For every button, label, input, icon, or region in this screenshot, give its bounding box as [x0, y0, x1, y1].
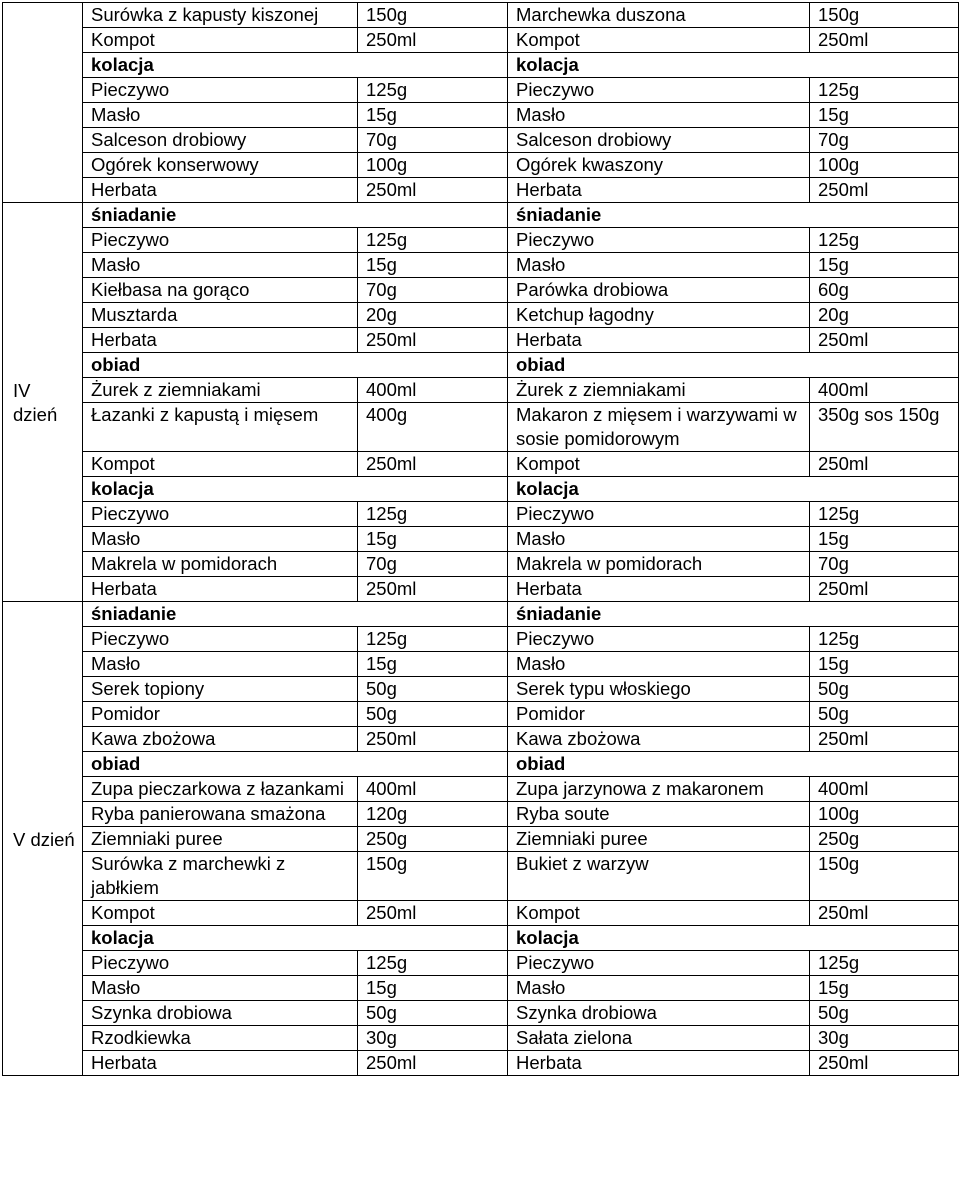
dish-name: Masło [508, 976, 810, 1001]
dish-name: Marchewka duszona [508, 3, 810, 28]
dish-quantity: 250ml [358, 28, 508, 53]
table-row [3, 328, 959, 353]
dish-quantity: 70g [358, 552, 508, 577]
dish-name: Pieczywo [508, 228, 810, 253]
table-row [3, 28, 959, 53]
table-row [3, 777, 959, 802]
dish-name: Surówka z kapusty kiszonej [83, 3, 358, 28]
dish-name: Masło [508, 527, 810, 552]
dish-name: Herbata [83, 1051, 358, 1076]
meal-header: kolacja [508, 926, 959, 951]
dish-quantity: 125g [358, 951, 508, 976]
dish-quantity: 250ml [358, 1051, 508, 1076]
dish-name: Kompot [508, 901, 810, 926]
dish-name: Herbata [83, 178, 358, 203]
dish-name: Kompot [508, 452, 810, 477]
dish-quantity: 250ml [810, 727, 959, 752]
dish-quantity: 15g [358, 976, 508, 1001]
table-row [3, 951, 959, 976]
dish-name: Kawa zbożowa [83, 727, 358, 752]
dish-quantity: 250ml [358, 328, 508, 353]
dish-name: Pieczywo [83, 627, 358, 652]
dish-quantity: 400ml [810, 378, 959, 403]
dish-name: Ketchup łagodny [508, 303, 810, 328]
meal-header: śniadanie [508, 203, 959, 228]
dish-quantity: 125g [358, 502, 508, 527]
dish-name: Pieczywo [83, 502, 358, 527]
dish-name: Ogórek konserwowy [83, 153, 358, 178]
dish-name: Surówka z marchewki z jabłkiem [83, 852, 358, 901]
dish-quantity: 125g [810, 78, 959, 103]
table-row [3, 552, 959, 577]
day-label: IV dzień [3, 203, 83, 602]
meal-header: kolacja [508, 477, 959, 502]
dish-name: Masło [83, 652, 358, 677]
meal-header: śniadanie [508, 602, 959, 627]
meal-header: obiad [83, 353, 508, 378]
dish-quantity: 15g [810, 103, 959, 128]
dish-quantity: 150g [810, 852, 959, 901]
dish-name: Łazanki z kapustą i mięsem [83, 403, 358, 452]
table-row [3, 752, 959, 777]
table-row [3, 178, 959, 203]
dish-name: Kompot [83, 28, 358, 53]
table-row [3, 652, 959, 677]
table-row [3, 827, 959, 852]
dish-name: Masło [83, 103, 358, 128]
dish-name: Herbata [508, 178, 810, 203]
dish-quantity: 150g [358, 852, 508, 901]
table-row [3, 378, 959, 403]
table-row [3, 78, 959, 103]
dish-name: Makrela w pomidorach [83, 552, 358, 577]
dish-quantity: 400g [358, 403, 508, 452]
dish-name: Masło [508, 652, 810, 677]
dish-quantity: 125g [810, 627, 959, 652]
dish-quantity: 15g [358, 103, 508, 128]
table-row [3, 602, 959, 627]
dish-quantity: 250ml [358, 901, 508, 926]
dish-name: Masło [508, 253, 810, 278]
dish-name: Herbata [508, 328, 810, 353]
dish-name: Musztarda [83, 303, 358, 328]
dish-name: Zupa jarzynowa z makaronem [508, 777, 810, 802]
dish-name: Pieczywo [508, 78, 810, 103]
dish-name: Kawa zbożowa [508, 727, 810, 752]
dish-name: Kompot [83, 452, 358, 477]
dish-quantity: 350g sos 150g [810, 403, 959, 452]
meal-header: śniadanie [83, 203, 508, 228]
dish-name: Masło [83, 253, 358, 278]
dish-quantity: 150g [358, 3, 508, 28]
dish-name: Herbata [83, 328, 358, 353]
table-row [3, 577, 959, 602]
dish-name: Ogórek kwaszony [508, 153, 810, 178]
table-row [3, 677, 959, 702]
dish-quantity: 70g [810, 552, 959, 577]
table-row [3, 203, 959, 228]
table-row [3, 303, 959, 328]
table-row [3, 1051, 959, 1076]
table-row [3, 502, 959, 527]
menu-table [2, 2, 959, 1076]
dish-quantity: 15g [810, 527, 959, 552]
dish-quantity: 125g [810, 502, 959, 527]
meal-header: kolacja [83, 926, 508, 951]
dish-quantity: 250ml [358, 452, 508, 477]
dish-quantity: 250ml [810, 452, 959, 477]
dish-quantity: 15g [810, 652, 959, 677]
dish-name: Masło [83, 976, 358, 1001]
meal-header: śniadanie [83, 602, 508, 627]
meal-header: obiad [508, 353, 959, 378]
dish-quantity: 100g [358, 153, 508, 178]
dish-name: Salceson drobiowy [83, 128, 358, 153]
dish-name: Zupa pieczarkowa z łazankami [83, 777, 358, 802]
table-row [3, 477, 959, 502]
dish-quantity: 50g [810, 677, 959, 702]
dish-name: Kompot [508, 28, 810, 53]
dish-name: Ryba panierowana smażona [83, 802, 358, 827]
dish-quantity: 250ml [810, 1051, 959, 1076]
dish-quantity: 400ml [810, 777, 959, 802]
table-row [3, 278, 959, 303]
day-label: V dzień [3, 602, 83, 1076]
dish-quantity: 400ml [358, 378, 508, 403]
dish-quantity: 15g [810, 253, 959, 278]
meal-header: kolacja [508, 53, 959, 78]
dish-quantity: 250ml [810, 577, 959, 602]
dish-name: Parówka drobiowa [508, 278, 810, 303]
dish-quantity: 50g [358, 677, 508, 702]
dish-quantity: 70g [810, 128, 959, 153]
dish-name: Bukiet z warzyw [508, 852, 810, 901]
table-row [3, 253, 959, 278]
dish-quantity: 15g [358, 253, 508, 278]
dish-quantity: 250ml [358, 577, 508, 602]
dish-name: Pieczywo [83, 228, 358, 253]
table-row [3, 53, 959, 78]
table-row [3, 3, 959, 28]
dish-quantity: 20g [810, 303, 959, 328]
dish-name: Pomidor [83, 702, 358, 727]
dish-quantity: 100g [810, 802, 959, 827]
table-row [3, 403, 959, 452]
dish-quantity: 15g [358, 527, 508, 552]
dish-name: Makrela w pomidorach [508, 552, 810, 577]
dish-name: Kompot [83, 901, 358, 926]
table-row [3, 727, 959, 752]
dish-quantity: 250ml [810, 901, 959, 926]
menu-table-body [3, 3, 959, 1076]
table-row [3, 228, 959, 253]
dish-name: Pieczywo [508, 502, 810, 527]
dish-name: Salceson drobiowy [508, 128, 810, 153]
dish-quantity: 125g [810, 228, 959, 253]
dish-quantity: 250ml [358, 178, 508, 203]
dish-name: Herbata [508, 577, 810, 602]
table-row [3, 852, 959, 901]
dish-name: Żurek z ziemniakami [83, 378, 358, 403]
dish-quantity: 20g [358, 303, 508, 328]
dish-quantity: 250g [810, 827, 959, 852]
meal-header: obiad [508, 752, 959, 777]
dish-name: Szynka drobiowa [83, 1001, 358, 1026]
dish-name: Pieczywo [83, 951, 358, 976]
table-row [3, 976, 959, 1001]
dish-name: Kiełbasa na gorąco [83, 278, 358, 303]
dish-name: Serek typu włoskiego [508, 677, 810, 702]
dish-name: Ziemniaki puree [83, 827, 358, 852]
meal-header: kolacja [83, 53, 508, 78]
dish-quantity: 250ml [810, 328, 959, 353]
dish-quantity: 60g [810, 278, 959, 303]
table-row [3, 353, 959, 378]
table-row [3, 153, 959, 178]
dish-name: Herbata [508, 1051, 810, 1076]
dish-name: Masło [508, 103, 810, 128]
dish-quantity: 70g [358, 128, 508, 153]
table-row [3, 128, 959, 153]
dish-quantity: 50g [810, 1001, 959, 1026]
dish-name: Pieczywo [83, 78, 358, 103]
dish-quantity: 50g [358, 1001, 508, 1026]
dish-name: Masło [83, 527, 358, 552]
dish-quantity: 125g [358, 627, 508, 652]
dish-quantity: 120g [358, 802, 508, 827]
dish-quantity: 15g [810, 976, 959, 1001]
dish-name: Żurek z ziemniakami [508, 378, 810, 403]
meal-header: obiad [83, 752, 508, 777]
dish-name: Ryba soute [508, 802, 810, 827]
dish-quantity: 100g [810, 153, 959, 178]
table-row [3, 452, 959, 477]
dish-name: Rzodkiewka [83, 1026, 358, 1051]
dish-name: Pomidor [508, 702, 810, 727]
dish-quantity: 125g [358, 228, 508, 253]
dish-quantity: 150g [810, 3, 959, 28]
day-label [3, 3, 83, 203]
dish-quantity: 250ml [358, 727, 508, 752]
table-row [3, 901, 959, 926]
dish-quantity: 70g [358, 278, 508, 303]
dish-quantity: 15g [358, 652, 508, 677]
table-row [3, 527, 959, 552]
dish-quantity: 50g [358, 702, 508, 727]
dish-quantity: 30g [810, 1026, 959, 1051]
dish-name: Herbata [83, 577, 358, 602]
meal-header: kolacja [83, 477, 508, 502]
table-row [3, 103, 959, 128]
dish-name: Sałata zielona [508, 1026, 810, 1051]
dish-name: Ziemniaki puree [508, 827, 810, 852]
dish-name: Szynka drobiowa [508, 1001, 810, 1026]
dish-name: Pieczywo [508, 951, 810, 976]
dish-quantity: 400ml [358, 777, 508, 802]
dish-name: Pieczywo [508, 627, 810, 652]
dish-quantity: 250g [358, 827, 508, 852]
table-row [3, 1026, 959, 1051]
dish-name: Makaron z mięsem i warzywami w sosie pomidorowym [508, 403, 810, 452]
table-row [3, 702, 959, 727]
table-row [3, 926, 959, 951]
dish-name: Serek topiony [83, 677, 358, 702]
dish-quantity: 50g [810, 702, 959, 727]
dish-quantity: 250ml [810, 178, 959, 203]
table-row [3, 627, 959, 652]
dish-quantity: 125g [810, 951, 959, 976]
table-row [3, 1001, 959, 1026]
table-row [3, 802, 959, 827]
dish-quantity: 30g [358, 1026, 508, 1051]
dish-quantity: 250ml [810, 28, 959, 53]
dish-quantity: 125g [358, 78, 508, 103]
